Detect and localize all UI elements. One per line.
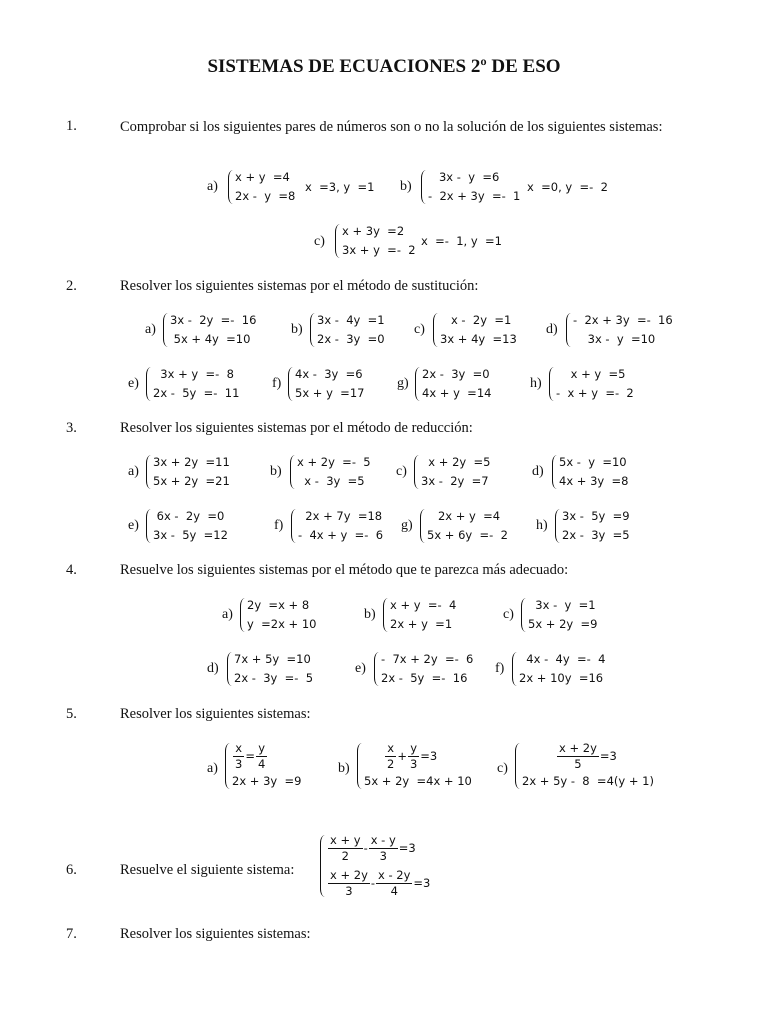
- equation: 5x + 2y =4x + 10: [364, 774, 472, 788]
- p4-e-label: e): [355, 661, 366, 676]
- problem-5-statement: Resolver los siguientes sistemas:: [120, 706, 311, 722]
- brace: [310, 313, 316, 347]
- brace: [420, 509, 426, 543]
- equation: - 2x + 3y =- 1: [428, 189, 521, 203]
- numerator: x: [233, 741, 244, 757]
- equation: 2x - 3y =0: [317, 332, 385, 346]
- brace: [146, 509, 152, 543]
- brace: [415, 367, 421, 401]
- p2-c-label: c): [414, 322, 425, 337]
- denominator: 3: [345, 884, 353, 898]
- equation: 3x - y =1: [528, 598, 596, 612]
- denominator: 3: [409, 757, 418, 771]
- numerator: x - y: [370, 833, 396, 847]
- equation: 4x + 3y =8: [559, 474, 629, 488]
- equation: 3x + 2y =11: [153, 455, 230, 469]
- equation: 2x + 10y =16: [519, 671, 604, 685]
- equation: 6x - 2y =0: [153, 509, 225, 523]
- problem-1-number: 1.: [66, 118, 77, 134]
- fraction: [328, 833, 363, 864]
- p5-b-label: b): [338, 761, 350, 776]
- p4-b-label: b): [364, 607, 376, 622]
- equation: x + y =- 4: [390, 598, 457, 612]
- equation: 2x + y =4: [427, 509, 501, 523]
- equation: 3x - y =6: [428, 170, 500, 184]
- p3-d-system: [552, 453, 628, 491]
- equation: 2y =x + 8: [247, 598, 310, 612]
- equation: 4x + y =14: [422, 386, 492, 400]
- equation: 2x - 3y =5: [562, 528, 630, 542]
- brace: [433, 313, 439, 347]
- equation: 5x - y =10: [559, 455, 627, 469]
- brace: [335, 224, 341, 258]
- operator: -: [363, 841, 368, 855]
- brace: [555, 509, 561, 543]
- fraction: [557, 741, 599, 772]
- problem-4-statement: Resuelve los siguientes sistemas por el método que te parezca más adecuado:: [120, 562, 569, 578]
- equation: 3x + y =- 2: [342, 243, 416, 257]
- p4-d-system: [227, 650, 313, 688]
- brace: [552, 455, 558, 489]
- equation: 2x + 7y =18: [298, 509, 383, 523]
- brace: [291, 509, 297, 543]
- equation: 3x - y =10: [573, 332, 656, 346]
- p3-d-label: d): [532, 464, 544, 479]
- numerator: x + 2y: [330, 868, 368, 882]
- p1-c-system: [335, 222, 416, 260]
- problem-3-statement: Resolver los siguientes sistemas por el método de reducción:: [120, 420, 473, 436]
- p4-e-system: [374, 650, 473, 688]
- denominator: 3: [379, 849, 387, 863]
- brace: [512, 652, 518, 686]
- p1-a-solution: x =3, y =1: [305, 180, 375, 194]
- equation: 5x + 6y =- 2: [427, 528, 508, 542]
- brace: [549, 367, 555, 401]
- brace: [225, 743, 231, 789]
- p5-b-system: [357, 741, 472, 791]
- p1-a-system: [228, 168, 295, 206]
- p2-a-system: [163, 311, 256, 349]
- denominator: 2: [387, 757, 395, 771]
- p2-h-system: [549, 365, 634, 403]
- problem-3-number: 3.: [66, 420, 77, 436]
- equation: 5x + 2y =21: [153, 474, 230, 488]
- brace: [146, 367, 152, 401]
- p3-c-label: c): [396, 464, 407, 479]
- numerator: x + 2y: [559, 741, 597, 755]
- numerator: x: [385, 741, 396, 757]
- operator: +: [397, 749, 407, 763]
- numerator: x + y: [330, 833, 361, 847]
- page-title: SISTEMAS DE ECUACIONES 2º DE ESO: [207, 56, 561, 77]
- problem-1-statement: Comprobar si los siguientes pares de números son o no la solución de los siguientes sistemas:: [120, 119, 663, 135]
- p3-e-system: [146, 507, 228, 545]
- denominator: 3: [235, 757, 243, 771]
- numerator: y: [408, 741, 419, 757]
- p1-c-label: c): [314, 234, 325, 249]
- p5-c-label: c): [497, 761, 508, 776]
- brace: [414, 455, 420, 489]
- brace: [228, 170, 234, 204]
- equation: 2x - 3y =0: [422, 367, 490, 381]
- p2-g-system: [415, 365, 491, 403]
- p3-b-label: b): [270, 464, 282, 479]
- brace: [383, 598, 389, 632]
- p3-f-system: [291, 507, 383, 545]
- fraction-equation: [232, 741, 301, 772]
- brace: [374, 652, 380, 686]
- equation: 4x - 4y =- 4: [519, 652, 606, 666]
- right-hand-side: =3: [398, 841, 416, 855]
- fraction: [408, 741, 419, 772]
- problem-2-number: 2.: [66, 278, 77, 294]
- denominator: 5: [574, 757, 582, 771]
- p2-f-label: f): [272, 376, 282, 391]
- equation: 3x - 5y =9: [562, 509, 630, 523]
- equation: 5x + 2y =9: [528, 617, 598, 631]
- equation: 3x - 5y =12: [153, 528, 228, 542]
- fraction: [328, 868, 370, 899]
- equation: 2x - 5y =- 11: [153, 386, 240, 400]
- fraction: [376, 868, 412, 899]
- p2-f-system: [288, 365, 364, 403]
- equation: x + 2y =- 5: [297, 455, 371, 469]
- brace: [146, 455, 152, 489]
- brace: [421, 170, 427, 204]
- p2-d-system: [566, 311, 673, 349]
- p2-a-label: a): [145, 322, 156, 337]
- equation: - 2x + 3y =- 16: [573, 313, 673, 327]
- equation: 4x - 3y =6: [295, 367, 363, 381]
- p2-e-label: e): [128, 376, 139, 391]
- problem-4-number: 4.: [66, 562, 77, 578]
- brace: [240, 598, 246, 632]
- brace: [288, 367, 294, 401]
- numerator: y: [256, 741, 267, 757]
- p3-a-system: [146, 453, 230, 491]
- p2-b-label: b): [291, 322, 303, 337]
- brace: [320, 835, 326, 897]
- right-hand-side: =3: [599, 749, 617, 763]
- equation: 2x + 5y - 8 =4(y + 1): [522, 774, 654, 788]
- brace: [163, 313, 169, 347]
- denominator: 2: [341, 849, 349, 863]
- brace: [290, 455, 296, 489]
- brace: [566, 313, 572, 347]
- p5-a-label: a): [207, 761, 218, 776]
- equation: 2x + 3y =9: [232, 774, 302, 788]
- brace: [515, 743, 521, 789]
- operator: =: [245, 749, 255, 763]
- equation: 3x - 2y =- 16: [170, 313, 257, 327]
- denominator: 4: [257, 757, 266, 771]
- equation: 7x + 5y =10: [234, 652, 311, 666]
- numerator: x - 2y: [378, 868, 411, 882]
- p4-f-system: [512, 650, 605, 688]
- p3-f-label: f): [274, 518, 284, 533]
- p1-b-system: [421, 168, 520, 206]
- p2-d-label: d): [546, 322, 558, 337]
- problem-2-statement: Resolver los siguientes sistemas por el método de sustitución:: [120, 278, 479, 294]
- equation: x + y =5: [556, 367, 626, 381]
- equation: x + y =4: [235, 170, 290, 184]
- brace: [227, 652, 233, 686]
- equation: x - 3y =5: [297, 474, 365, 488]
- problem-7-number: 7.: [66, 926, 77, 942]
- p4-d-label: d): [207, 661, 219, 676]
- p1-b-label: b): [400, 179, 412, 194]
- p4-c-label: c): [503, 607, 514, 622]
- fraction-equation: [327, 868, 430, 899]
- right-hand-side: =3: [420, 749, 438, 763]
- p5-c-system: [515, 741, 654, 791]
- denominator: 4: [390, 884, 398, 898]
- p3-c-system: [414, 453, 490, 491]
- equation: 2x - 5y =- 16: [381, 671, 468, 685]
- equation: x + 3y =2: [342, 224, 405, 238]
- p3-g-system: [420, 507, 508, 545]
- p1-c-solution: x =- 1, y =1: [421, 234, 502, 248]
- brace: [521, 598, 527, 632]
- p4-c-system: [521, 596, 597, 634]
- equation: 3x - 4y =1: [317, 313, 385, 327]
- fraction: [369, 833, 398, 864]
- operator: -: [370, 876, 376, 890]
- p4-f-label: f): [495, 661, 505, 676]
- p3-g-label: g): [401, 518, 413, 533]
- equation: 5x + y =17: [295, 386, 365, 400]
- right-hand-side: =3: [413, 876, 431, 890]
- equation: - 7x + 2y =- 6: [381, 652, 474, 666]
- equation: 3x + 4y =13: [440, 332, 517, 346]
- p1-b-solution: x =0, y =- 2: [527, 180, 608, 194]
- p3-e-label: e): [128, 518, 139, 533]
- problem-7-statement: Resolver los siguientes sistemas:: [120, 926, 311, 942]
- problem-6-number: 6.: [66, 862, 77, 878]
- equation: 2x + y =1: [390, 617, 453, 631]
- p2-b-system: [310, 311, 385, 349]
- equation: 5x + 4y =10: [170, 332, 251, 346]
- p1-a-label: a): [207, 179, 218, 194]
- equation: 3x + y =- 8: [153, 367, 234, 381]
- p5-a-system: [225, 741, 301, 791]
- equation: y =2x + 10: [247, 617, 317, 631]
- fraction: [233, 741, 244, 772]
- p3-a-label: a): [128, 464, 139, 479]
- p2-h-label: h): [530, 376, 542, 391]
- p6-system: [320, 833, 430, 899]
- p4-a-label: a): [222, 607, 233, 622]
- equation: x - 2y =1: [440, 313, 512, 327]
- p2-c-system: [433, 311, 517, 349]
- fraction: [256, 741, 267, 772]
- fraction-equation: [327, 833, 430, 864]
- fraction-equation: [364, 741, 472, 772]
- brace: [357, 743, 363, 789]
- fraction-equation: [522, 741, 654, 772]
- p3-h-system: [555, 507, 630, 545]
- equation: x + 2y =5: [421, 455, 491, 469]
- p2-e-system: [146, 365, 239, 403]
- equation: - 4x + y =- 6: [298, 528, 384, 542]
- problem-5-number: 5.: [66, 706, 77, 722]
- p2-g-label: g): [397, 376, 409, 391]
- p4-a-system: [240, 596, 316, 634]
- equation: 2x - y =8: [235, 189, 296, 203]
- equation: 2x - 3y =- 5: [234, 671, 314, 685]
- p4-b-system: [383, 596, 456, 634]
- equation: 3x - 2y =7: [421, 474, 489, 488]
- p3-h-label: h): [536, 518, 548, 533]
- fraction: [385, 741, 396, 772]
- problem-6-statement: Resuelve el siguiente sistema:: [120, 862, 295, 878]
- p3-b-system: [290, 453, 371, 491]
- equation: - x + y =- 2: [556, 386, 634, 400]
